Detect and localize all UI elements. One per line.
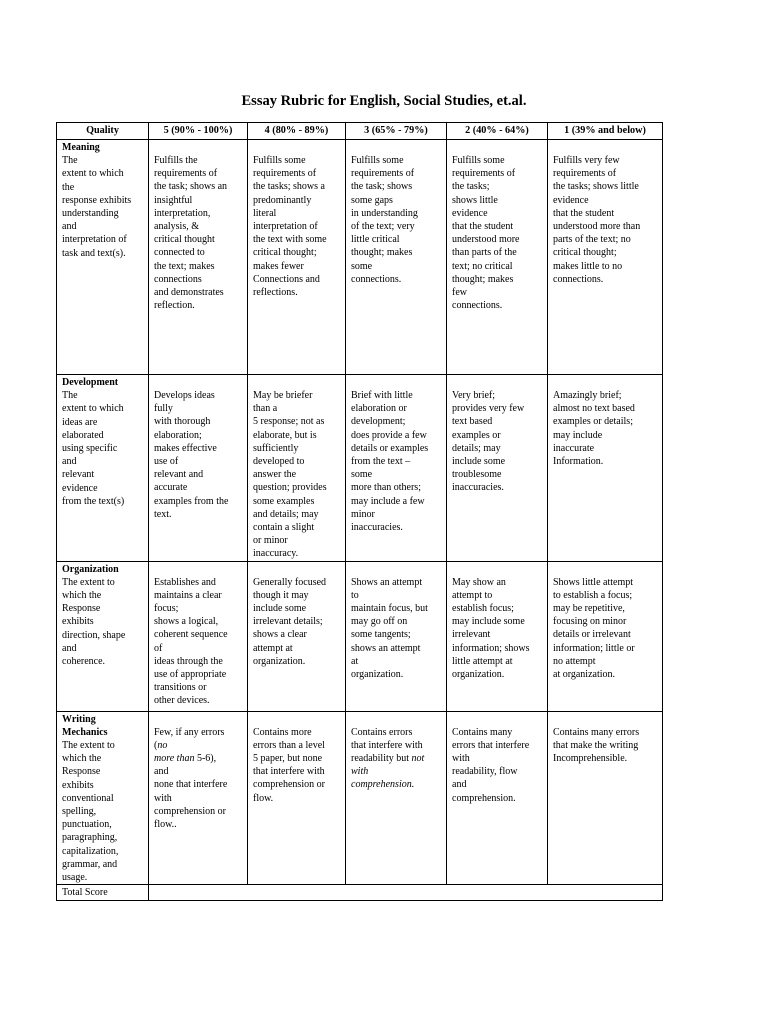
- cell-line: Develops ideas: [154, 390, 215, 401]
- cell-line: the text; makes: [154, 260, 215, 272]
- cell-line: spelling,: [62, 806, 97, 818]
- cell-line: at organization.: [553, 669, 616, 681]
- cell-line: literal: [253, 207, 277, 219]
- level-description: [553, 713, 657, 766]
- cell-line: and: [62, 642, 77, 654]
- level-description: [452, 376, 542, 495]
- cell-line: response exhibits: [62, 194, 132, 206]
- score-level-cell-5: [149, 711, 248, 885]
- cell-line: readability, flow: [452, 766, 518, 778]
- cell-line: inaccuracies.: [351, 522, 403, 534]
- cell-line: text based: [452, 416, 493, 428]
- cell-line: reflections.: [253, 287, 298, 299]
- score-level-cell-3: [346, 140, 447, 375]
- cell-line: fully: [154, 403, 173, 415]
- score-level-cell-5: [149, 140, 248, 375]
- cell-line: May show an: [452, 576, 506, 588]
- cell-line: organization.: [452, 669, 505, 681]
- cell-line: usage.: [62, 872, 88, 884]
- cell-line: with: [351, 766, 369, 778]
- header-score-4: 4 (80% - 89%): [248, 123, 346, 140]
- cell-line: text; no critical: [452, 260, 513, 272]
- cell-line: that the student: [452, 221, 514, 233]
- cell-line: with: [154, 792, 172, 804]
- rubric-table: [56, 122, 663, 901]
- cell-line: comprehension.: [351, 779, 415, 791]
- criterion-row-meaning: [57, 140, 663, 375]
- cell-line: attempt to: [452, 589, 493, 601]
- cell-line: Contains more: [253, 726, 312, 738]
- cell-line: maintain focus, but: [351, 603, 428, 615]
- cell-line: the task; shows an: [154, 181, 228, 193]
- cell-line: ideas through the: [154, 655, 223, 667]
- cell-line: comprehension or: [253, 779, 325, 791]
- level-description: [452, 563, 542, 682]
- cell-line: and details; may: [253, 508, 319, 520]
- cell-line: capitalization,: [62, 845, 119, 857]
- cell-line: elaboration or: [351, 403, 407, 415]
- cell-line: understood more than: [553, 221, 641, 233]
- cell-line: attempt at: [253, 642, 293, 654]
- cell-line: and: [154, 766, 169, 778]
- criterion-description: [62, 389, 143, 508]
- cell-line: that the student: [553, 207, 615, 219]
- cell-line: and: [62, 221, 77, 233]
- cell-line: predominantly: [253, 194, 312, 206]
- cell-line: examples or: [452, 429, 501, 441]
- cell-line: does provide a few: [351, 429, 427, 441]
- criterion-name: Meaning: [62, 142, 100, 153]
- cell-line: answer the: [253, 469, 297, 481]
- criterion-row-development: [57, 375, 663, 562]
- header-row: [57, 123, 663, 140]
- cell-line: the text with some: [253, 234, 327, 246]
- level-description: [154, 713, 242, 832]
- cell-line: errors that interfere: [452, 739, 530, 751]
- cell-line: the tasks; shows little: [553, 181, 639, 193]
- level-description: [253, 141, 340, 299]
- header-quality: Quality: [57, 123, 149, 140]
- total-score-label: Total Score: [57, 885, 149, 901]
- cell-line: Brief with little: [351, 390, 413, 401]
- document-title: Essay Rubric for English, Social Studies, et.al.: [241, 93, 527, 109]
- score-level-cell-3: [346, 561, 447, 711]
- cell-line: examples or details;: [553, 416, 633, 428]
- score-level-cell-2: [447, 561, 548, 711]
- criterion-description: [62, 576, 143, 668]
- cell-line: organization.: [253, 655, 306, 667]
- cell-line: irrelevant: [452, 629, 491, 641]
- cell-line: exhibits: [62, 779, 94, 791]
- cell-line: details; may: [452, 442, 501, 454]
- cell-line: may include a few: [351, 495, 425, 507]
- level-description: [351, 141, 441, 286]
- cell-line: ideas are: [62, 416, 98, 428]
- cell-line: Shows little attempt: [553, 576, 633, 588]
- cell-line: include some: [452, 456, 506, 468]
- cell-line: shows an attempt: [351, 642, 421, 654]
- cell-line: little attempt at: [452, 655, 513, 667]
- score-level-cell-4: [248, 375, 346, 562]
- cell-line: flow..: [154, 819, 177, 831]
- header-score-1: 1 (39% and below): [548, 123, 663, 140]
- cell-line: Contains many: [452, 726, 513, 738]
- cell-line: with: [452, 753, 470, 765]
- cell-line: the task; shows: [351, 181, 413, 193]
- criterion-name: Writing: [62, 713, 96, 725]
- level-description: [154, 376, 242, 521]
- header-score-5: 5 (90% - 100%): [149, 123, 248, 140]
- score-level-cell-4: [248, 711, 346, 885]
- cell-line: elaboration;: [154, 429, 202, 441]
- cell-line: that interfere with: [253, 766, 325, 778]
- cell-line: inaccuracy.: [253, 548, 299, 560]
- cell-line: from the text(s): [62, 495, 125, 507]
- cell-line: Shows an attempt: [351, 576, 423, 588]
- cell-line: evidence: [62, 482, 98, 494]
- cell-line: requirements of: [253, 168, 317, 180]
- cell-line: requirements of: [154, 168, 218, 180]
- cell-line: information; shows: [452, 642, 530, 654]
- cell-line: (no: [154, 739, 168, 751]
- cell-line: interpretation,: [154, 207, 211, 219]
- cell-line: may go off on: [351, 616, 408, 628]
- cell-line: the: [62, 181, 75, 193]
- cell-line: organization.: [351, 669, 404, 681]
- cell-line: requirements of: [553, 168, 617, 180]
- level-description: [154, 563, 242, 708]
- cell-line: makes little to no: [553, 260, 623, 272]
- score-level-cell-1: [548, 140, 663, 375]
- criterion-name: Mechanics: [62, 726, 108, 738]
- cell-line: requirements of: [452, 168, 516, 180]
- cell-line: details or examples: [351, 442, 429, 454]
- level-description: [351, 563, 441, 682]
- cell-line: interpretation of: [62, 234, 127, 246]
- cell-line: question; provides: [253, 482, 327, 494]
- cell-line: contain a slight: [253, 522, 315, 534]
- cell-line: focus;: [154, 603, 179, 615]
- cell-line: analysis, &: [154, 221, 199, 233]
- cell-line: Establishes and: [154, 576, 216, 588]
- score-level-cell-4: [248, 140, 346, 375]
- cell-line: inaccuracies.: [452, 482, 504, 494]
- cell-line: shows a clear: [253, 629, 307, 641]
- cell-line: that make the writing: [553, 739, 639, 751]
- cell-line: details or irrelevant: [553, 629, 631, 641]
- level-description: [351, 376, 441, 534]
- cell-line: task and text(s).: [62, 247, 126, 259]
- cell-line: extent to which: [62, 403, 124, 415]
- cell-line: Contains many errors: [553, 726, 640, 738]
- cell-line: none that interfere: [154, 779, 228, 791]
- score-level-cell-4: [248, 561, 346, 711]
- cell-line: interpretation of: [253, 221, 318, 233]
- level-description: [452, 713, 542, 805]
- cell-line: relevant: [62, 469, 95, 481]
- cell-line: readability but not: [351, 753, 425, 765]
- cell-line: developed to: [253, 456, 305, 468]
- cell-line: Amazingly brief;: [553, 390, 622, 401]
- cell-line: evidence: [553, 194, 589, 206]
- cell-line: grammar, and: [62, 858, 118, 870]
- cell-line: maintains a clear: [154, 589, 222, 601]
- cell-line: accurate: [154, 482, 188, 494]
- cell-line: 5 paper, but none: [253, 753, 323, 765]
- score-level-cell-5: [149, 561, 248, 711]
- criterion-row-organization: [57, 561, 663, 711]
- level-description: [553, 376, 657, 468]
- cell-line: understanding: [62, 208, 119, 220]
- cell-line: Information.: [553, 456, 604, 468]
- cell-line: Contains errors: [351, 726, 413, 738]
- cell-line: Fulfills some: [351, 155, 404, 166]
- cell-line: Fulfills very few: [553, 155, 620, 166]
- cell-line: using specific: [62, 443, 118, 455]
- cell-line: elaborated: [62, 429, 104, 441]
- score-level-cell-3: [346, 375, 447, 562]
- cell-line: Connections and: [253, 273, 320, 285]
- cell-line: Fulfills the: [154, 155, 198, 166]
- cell-line: understood more: [452, 234, 520, 246]
- cell-line: minor: [351, 508, 375, 520]
- cell-line: some tangents;: [351, 629, 411, 641]
- cell-line: parts of the text; no: [553, 234, 631, 246]
- cell-line: shows a logical,: [154, 616, 219, 628]
- criterion-cell: [57, 561, 149, 711]
- cell-line: other devices.: [154, 695, 210, 707]
- cell-line: comprehension or: [154, 805, 226, 817]
- cell-line: Generally focused: [253, 576, 327, 588]
- criterion-description: [62, 154, 143, 260]
- cell-line: errors than a level: [253, 739, 325, 751]
- cell-line: The: [62, 155, 78, 167]
- score-level-cell-3: [346, 711, 447, 885]
- cell-line: comprehension.: [452, 792, 516, 804]
- level-description: [553, 563, 657, 682]
- cell-line: evidence: [452, 207, 488, 219]
- cell-line: elaborate, but is: [253, 429, 317, 441]
- cell-line: conventional: [62, 792, 114, 804]
- cell-line: troublesome: [452, 469, 502, 481]
- cell-line: inaccurate: [553, 442, 595, 454]
- cell-line: more than 5-6),: [154, 753, 217, 765]
- cell-line: some gaps: [351, 194, 393, 206]
- cell-line: establish focus;: [452, 603, 514, 615]
- header-score-2: 2 (40% - 64%): [447, 123, 548, 140]
- score-level-cell-5: [149, 375, 248, 562]
- level-description: [154, 141, 242, 312]
- cell-line: that interfere with: [351, 739, 423, 751]
- cell-line: Response: [62, 766, 101, 778]
- cell-line: direction, shape: [62, 629, 126, 641]
- cell-line: sufficiently: [253, 442, 299, 454]
- cell-line: include some: [253, 603, 307, 615]
- cell-line: punctuation,: [62, 819, 112, 831]
- cell-line: focusing on minor: [553, 616, 627, 628]
- cell-line: relevant and: [154, 469, 204, 481]
- cell-line: reflection.: [154, 300, 195, 312]
- cell-line: irrelevant details;: [253, 616, 323, 628]
- cell-line: coherence.: [62, 656, 106, 668]
- cell-line: makes effective: [154, 442, 217, 454]
- cell-line: thought; makes: [351, 247, 413, 259]
- cell-line: connected to: [154, 247, 205, 259]
- cell-line: examples from the: [154, 495, 229, 507]
- cell-line: almost no text based: [553, 403, 635, 415]
- cell-line: with thorough: [154, 416, 211, 428]
- score-level-cell-2: [447, 711, 548, 885]
- cell-line: the tasks;: [452, 181, 490, 193]
- cell-line: the tasks; shows a: [253, 181, 325, 193]
- cell-line: connections: [154, 273, 202, 285]
- cell-line: critical thought;: [253, 247, 317, 259]
- level-description: [351, 713, 441, 792]
- cell-line: coherent sequence: [154, 629, 228, 641]
- cell-line: more than others;: [351, 482, 421, 494]
- total-score-row: [57, 885, 663, 901]
- cell-line: connections.: [452, 300, 503, 312]
- cell-line: use of: [154, 456, 179, 468]
- cell-line: May be briefer: [253, 390, 313, 401]
- cell-line: connections.: [553, 273, 604, 285]
- cell-line: some examples: [253, 495, 315, 507]
- cell-line: The extent to: [62, 740, 115, 752]
- criterion-name: Organization: [62, 563, 119, 575]
- score-level-cell-1: [548, 375, 663, 562]
- score-level-cell-1: [548, 711, 663, 885]
- cell-line: Fulfills some: [452, 155, 505, 166]
- cell-line: and: [452, 779, 467, 791]
- criterion-cell: [57, 375, 149, 562]
- cell-line: flow.: [253, 792, 274, 804]
- cell-line: and demonstrates: [154, 287, 224, 299]
- level-description: [253, 713, 340, 805]
- cell-line: critical thought: [154, 234, 215, 246]
- cell-line: shows little: [452, 194, 498, 206]
- cell-line: The: [62, 390, 78, 402]
- cell-line: provides very few: [452, 403, 525, 415]
- cell-line: though it may: [253, 589, 309, 601]
- cell-line: some: [351, 260, 373, 272]
- cell-line: information; little or: [553, 642, 635, 654]
- cell-line: or minor: [253, 535, 288, 547]
- cell-line: little critical: [351, 234, 400, 246]
- cell-line: requirements of: [351, 168, 415, 180]
- cell-line: which the: [62, 590, 102, 602]
- cell-line: of: [154, 642, 163, 654]
- cell-line: text.: [154, 508, 172, 520]
- criterion-cell: [57, 140, 149, 375]
- criterion-name: Development: [62, 377, 119, 388]
- cell-line: thought; makes: [452, 273, 514, 285]
- total-score-cell: [149, 885, 663, 901]
- cell-line: at: [351, 655, 359, 667]
- cell-line: than a: [253, 403, 278, 415]
- cell-line: paragraphing,: [62, 832, 118, 844]
- cell-line: critical thought;: [553, 247, 617, 259]
- cell-line: 5 response; not as: [253, 416, 325, 428]
- cell-line: than parts of the: [452, 247, 517, 259]
- cell-line: Response: [62, 603, 101, 615]
- cell-line: connections.: [351, 273, 402, 285]
- level-description: [452, 141, 542, 312]
- cell-line: Very brief;: [452, 390, 496, 401]
- cell-line: in understanding: [351, 207, 418, 219]
- cell-line: exhibits: [62, 616, 94, 628]
- cell-line: The extent to: [62, 576, 115, 588]
- cell-line: Fulfills some: [253, 155, 306, 166]
- score-level-cell-2: [447, 375, 548, 562]
- cell-line: of the text; very: [351, 221, 415, 233]
- cell-line: extent to which: [62, 168, 124, 180]
- cell-line: may include: [553, 429, 603, 441]
- score-level-cell-1: [548, 561, 663, 711]
- cell-line: which the: [62, 753, 102, 765]
- cell-line: to: [351, 589, 359, 601]
- cell-line: from the text –: [351, 456, 411, 468]
- cell-line: use of appropriate: [154, 669, 227, 681]
- cell-line: no attempt: [553, 655, 596, 667]
- cell-line: may be repetitive,: [553, 603, 625, 615]
- criterion-description: [62, 739, 143, 884]
- cell-line: makes fewer: [253, 260, 304, 272]
- cell-line: transitions or: [154, 682, 207, 694]
- cell-line: insightful: [154, 194, 193, 206]
- level-description: [253, 563, 340, 668]
- level-description: [253, 376, 340, 561]
- cell-line: Few, if any errors: [154, 726, 225, 738]
- cell-line: few: [452, 287, 467, 299]
- cell-line: Incomprehensible.: [553, 753, 628, 765]
- cell-line: development;: [351, 416, 406, 428]
- score-level-cell-2: [447, 140, 548, 375]
- cell-line: some: [351, 469, 373, 481]
- cell-line: to establish a focus;: [553, 589, 633, 601]
- cell-line: may include some: [452, 616, 525, 628]
- criterion-row-writing-mechanics: [57, 711, 663, 885]
- level-description: [553, 141, 657, 286]
- header-score-3: 3 (65% - 79%): [346, 123, 447, 140]
- criterion-cell: [57, 711, 149, 885]
- cell-line: and: [62, 456, 77, 468]
